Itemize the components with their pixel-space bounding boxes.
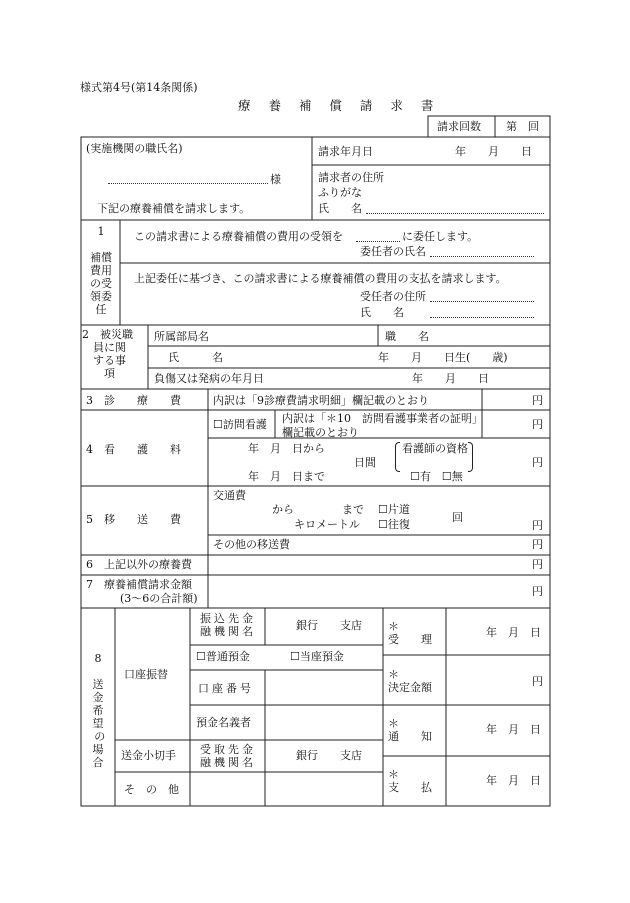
receipt-label: ＊ 受 理 [388, 620, 432, 646]
furigana-label: ふりがな [318, 186, 362, 199]
sec4-label: 4 看 護 料 [86, 443, 181, 456]
times-label: 回 [452, 511, 463, 524]
delegate-name-label: 委任者の氏名 [360, 245, 426, 258]
sec1-line1a: この請求書による療養補償の費用の受領を [134, 230, 343, 243]
bank-label: 振込先金 融機関名 [200, 612, 256, 638]
sec6-label: 6 上記以外の療養費 [86, 558, 192, 571]
sec5-yen1: 円 [532, 519, 543, 532]
page-title: 療 養 補 償 請 求 書 [238, 98, 441, 113]
sec3-detail: 内訳は「9診療費請求明細」欄記載のとおり [213, 394, 429, 407]
nursing-days[interactable]: 日間 [354, 456, 376, 469]
sec2-label: 2 被災職 員に関 する事 項 [82, 328, 133, 380]
org-label: (実施機関の職氏名) [86, 142, 183, 155]
sec7-label1: 7 療養補償請求金額 [86, 578, 192, 591]
other-transport-label: その他の移送費 [213, 538, 290, 551]
dept-label: 所属部局名 [154, 330, 209, 343]
sec1-line1b: に委任します。 [402, 230, 479, 243]
holder-label: 預金名義者 [196, 716, 251, 729]
recv-bank-label: 受取先金 融機関名 [200, 743, 256, 769]
account-number-label: 口座番号 [198, 682, 254, 695]
notice-date-field[interactable]: 年 月 日 [486, 723, 541, 736]
sec6-yen: 円 [532, 558, 543, 571]
sec7-yen: 円 [532, 585, 543, 598]
claim-count-label: 請求回数 [437, 120, 481, 133]
other-label: そ の 他 [124, 783, 179, 796]
nursing-from[interactable]: 年 月 日から [248, 442, 325, 455]
address-label: 請求者の住所 [318, 171, 384, 184]
transport-label: 交通費 [213, 489, 246, 502]
sec8-label: 8 送 金 希 望 の 場 合 [92, 652, 106, 769]
bracket-right [468, 442, 473, 472]
sec3-yen: 円 [532, 394, 543, 407]
bank-field[interactable]: 銀行 支店 [296, 619, 362, 632]
sec4-detail: 内訳は「＊10 訪問看護事業者の証明」欄記載のとおり [282, 412, 478, 439]
oneway-checkbox[interactable]: ☐片道 [378, 503, 410, 516]
request-text: 下記の療養補償を請求します。 [97, 202, 251, 215]
birth-field[interactable]: 年 月 日生( 歳) [378, 351, 508, 364]
receipt-date-field[interactable]: 年 月 日 [486, 626, 541, 639]
delegate-field[interactable] [356, 241, 400, 242]
visit-nursing-checkbox[interactable]: ☐訪問看護 [213, 418, 267, 431]
form-number: 様式第4号(第14条関係) [80, 81, 198, 94]
sec3-label: 3 診 療 費 [86, 394, 181, 407]
transport-to[interactable]: まで [342, 503, 364, 516]
name-label: 氏 名 [318, 202, 362, 215]
sama-label: 様 [270, 173, 281, 186]
position-label: 職 名 [385, 330, 429, 343]
claimant-name-field[interactable] [366, 213, 544, 214]
claim-count-field[interactable]: 第 回 [506, 120, 539, 133]
money-order-label: 送金小切手 [121, 749, 176, 762]
decided-label: ＊ 決定金額 [388, 668, 432, 694]
km-label: キロメートル [294, 518, 360, 531]
victim-name-label: 氏 名 [168, 351, 223, 364]
sec5-yen2: 円 [532, 538, 543, 551]
sec1-line2: 上記委任に基づき、この請求書による療養補償の費用の支払を請求します。 [134, 272, 507, 285]
injury-date-field[interactable]: 年 月 日 [412, 372, 489, 385]
qualification-label: 看護師の資格 [402, 442, 468, 455]
roundtrip-checkbox[interactable]: ☐往復 [378, 518, 410, 531]
recipient-address-label: 受任者の住所 [360, 290, 426, 303]
current-checkbox[interactable]: ☐当座預金 [290, 650, 344, 663]
claim-date-field[interactable]: 年 月 日 [455, 145, 532, 158]
recipient-name-field[interactable] [430, 317, 534, 318]
sec4-yen2: 円 [532, 456, 543, 469]
sec4-yen1: 円 [532, 418, 543, 431]
paid-label: ＊ 支 払 [388, 768, 432, 794]
recipient-name-label: 氏 名 [360, 306, 404, 319]
nursing-to[interactable]: 年 月 日まで [248, 470, 325, 483]
notice-label: ＊ 通 知 [388, 717, 432, 743]
sec1-label: 1 補償 費用 の受 領委 任 [90, 225, 112, 316]
transfer-label: 口座振替 [124, 668, 168, 681]
sec7-label2: (3〜6の合計額) [120, 592, 198, 605]
ordinary-checkbox[interactable]: ☐普通預金 [196, 650, 250, 663]
recv-bank-field[interactable]: 銀行 支店 [296, 749, 362, 762]
org-name-field[interactable] [108, 183, 268, 184]
claim-date-label: 請求年月日 [318, 145, 373, 158]
decided-yen: 円 [532, 675, 543, 688]
bracket-left [395, 442, 400, 472]
delegate-name-field[interactable] [430, 256, 534, 257]
sec5-label: 5 移 送 費 [86, 513, 181, 526]
injury-date-label: 負傷又は発病の年月日 [154, 372, 264, 385]
transport-from[interactable]: から [272, 503, 294, 516]
recipient-address-field[interactable] [430, 301, 534, 302]
paid-date-field[interactable]: 年 月 日 [486, 774, 541, 787]
qualification-checkboxes[interactable]: ☐有 ☐無 [410, 470, 463, 483]
